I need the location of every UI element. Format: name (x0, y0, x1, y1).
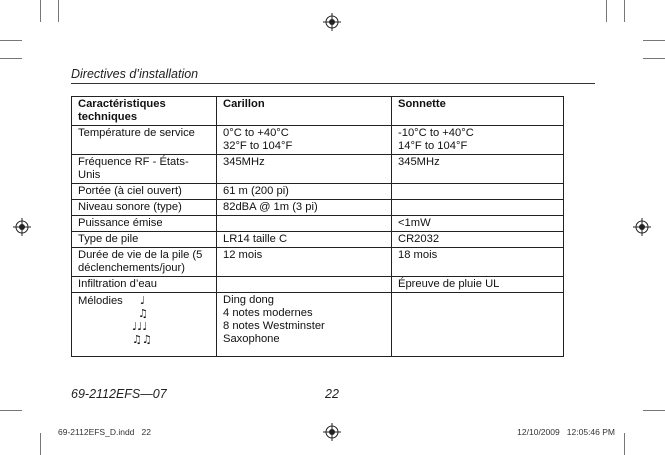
registration-mark-icon (13, 218, 31, 236)
carillon-cell (217, 293, 392, 357)
feature-cell: Fréquence RF - États-Unis (72, 155, 217, 184)
crop-mark (624, 0, 625, 22)
crop-mark (643, 410, 665, 411)
crop-mark (0, 58, 22, 59)
crop-mark (40, 433, 41, 455)
carillon-cell: 61 m (200 pi) (217, 184, 392, 200)
table-row (72, 184, 564, 200)
header-divider (71, 83, 595, 84)
registration-mark-icon (633, 218, 651, 236)
carillon-cell (217, 277, 392, 293)
sonnette-cell: -10°C to +40°C 14°F to 104°F (392, 126, 564, 155)
music-note-icon: ♫♫ (132, 333, 152, 346)
feature-cell: Puissance émise (72, 216, 217, 232)
melody-item: 8 notes Westminster (223, 320, 325, 332)
melody-item: 4 notes modernes (223, 307, 313, 319)
registration-mark-icon (323, 423, 341, 441)
table-row (72, 126, 564, 155)
page-number: 22 (325, 387, 339, 401)
crop-mark (643, 40, 665, 41)
sonnette-cell (392, 200, 564, 216)
table-row (72, 248, 564, 277)
sonnette-cell: CR2032 (392, 232, 564, 248)
table-row (72, 155, 564, 184)
carillon-cell (217, 216, 392, 232)
carillon-cell: LR14 taille C (217, 232, 392, 248)
column-header: Caractéristiques techniques (72, 97, 217, 126)
carillon-cell: 0°C to +40°C 32°F to 104°F (217, 126, 392, 155)
sonnette-cell: 345MHz (392, 155, 564, 184)
table-row (72, 277, 564, 293)
crop-mark (643, 58, 665, 59)
table-header-row (72, 97, 564, 126)
specifications-table (71, 96, 564, 357)
carillon-cell: 12 mois (217, 248, 392, 277)
sonnette-cell: <1mW (392, 216, 564, 232)
crop-mark (0, 410, 22, 411)
crop-mark (40, 0, 41, 22)
table-row (72, 200, 564, 216)
table-row (72, 216, 564, 232)
feature-cell: Infiltration d’eau (72, 277, 217, 293)
sonnette-cell (392, 293, 564, 357)
sonnette-cell (392, 184, 564, 200)
table-row (72, 232, 564, 248)
crop-mark (606, 0, 607, 22)
column-header: Sonnette (392, 97, 564, 126)
registration-mark-icon (323, 13, 341, 31)
column-header: Carillon (217, 97, 392, 126)
document-code: 69-2112EFS—07 (71, 387, 167, 401)
carillon-cell: 82dBA @ 1m (3 pi) (217, 200, 392, 216)
crop-mark (58, 0, 59, 22)
crop-mark (624, 433, 625, 455)
print-slug-date: 12/10/2009 12:05:46 PM (517, 427, 615, 437)
music-note-icon: ♩ (140, 294, 146, 307)
carillon-cell: 345MHz (217, 155, 392, 184)
print-slug-file: 69-2112EFS_D.indd 22 (58, 427, 151, 437)
melodies-label: Mélodies (78, 295, 123, 307)
feature-cell: Température de service (72, 126, 217, 155)
melody-item: Saxophone (223, 333, 280, 345)
feature-cell: Durée de vie de la pile (5 déclenchements/jour) (72, 248, 217, 277)
sonnette-cell: 18 mois (392, 248, 564, 277)
feature-cell (72, 293, 217, 357)
feature-cell: Type de pile (72, 232, 217, 248)
sonnette-cell: Épreuve de pluie UL (392, 277, 564, 293)
music-note-icon: ♩♩♩ (132, 320, 148, 333)
crop-mark (0, 40, 22, 41)
section-title: Directives d’installation (71, 67, 199, 81)
feature-cell: Portée (à ciel ouvert) (72, 184, 217, 200)
feature-cell: Niveau sonore (type) (72, 200, 217, 216)
melody-item: Ding dong (223, 294, 275, 306)
music-note-icon: ♫ (138, 307, 148, 320)
table-row (72, 293, 564, 357)
